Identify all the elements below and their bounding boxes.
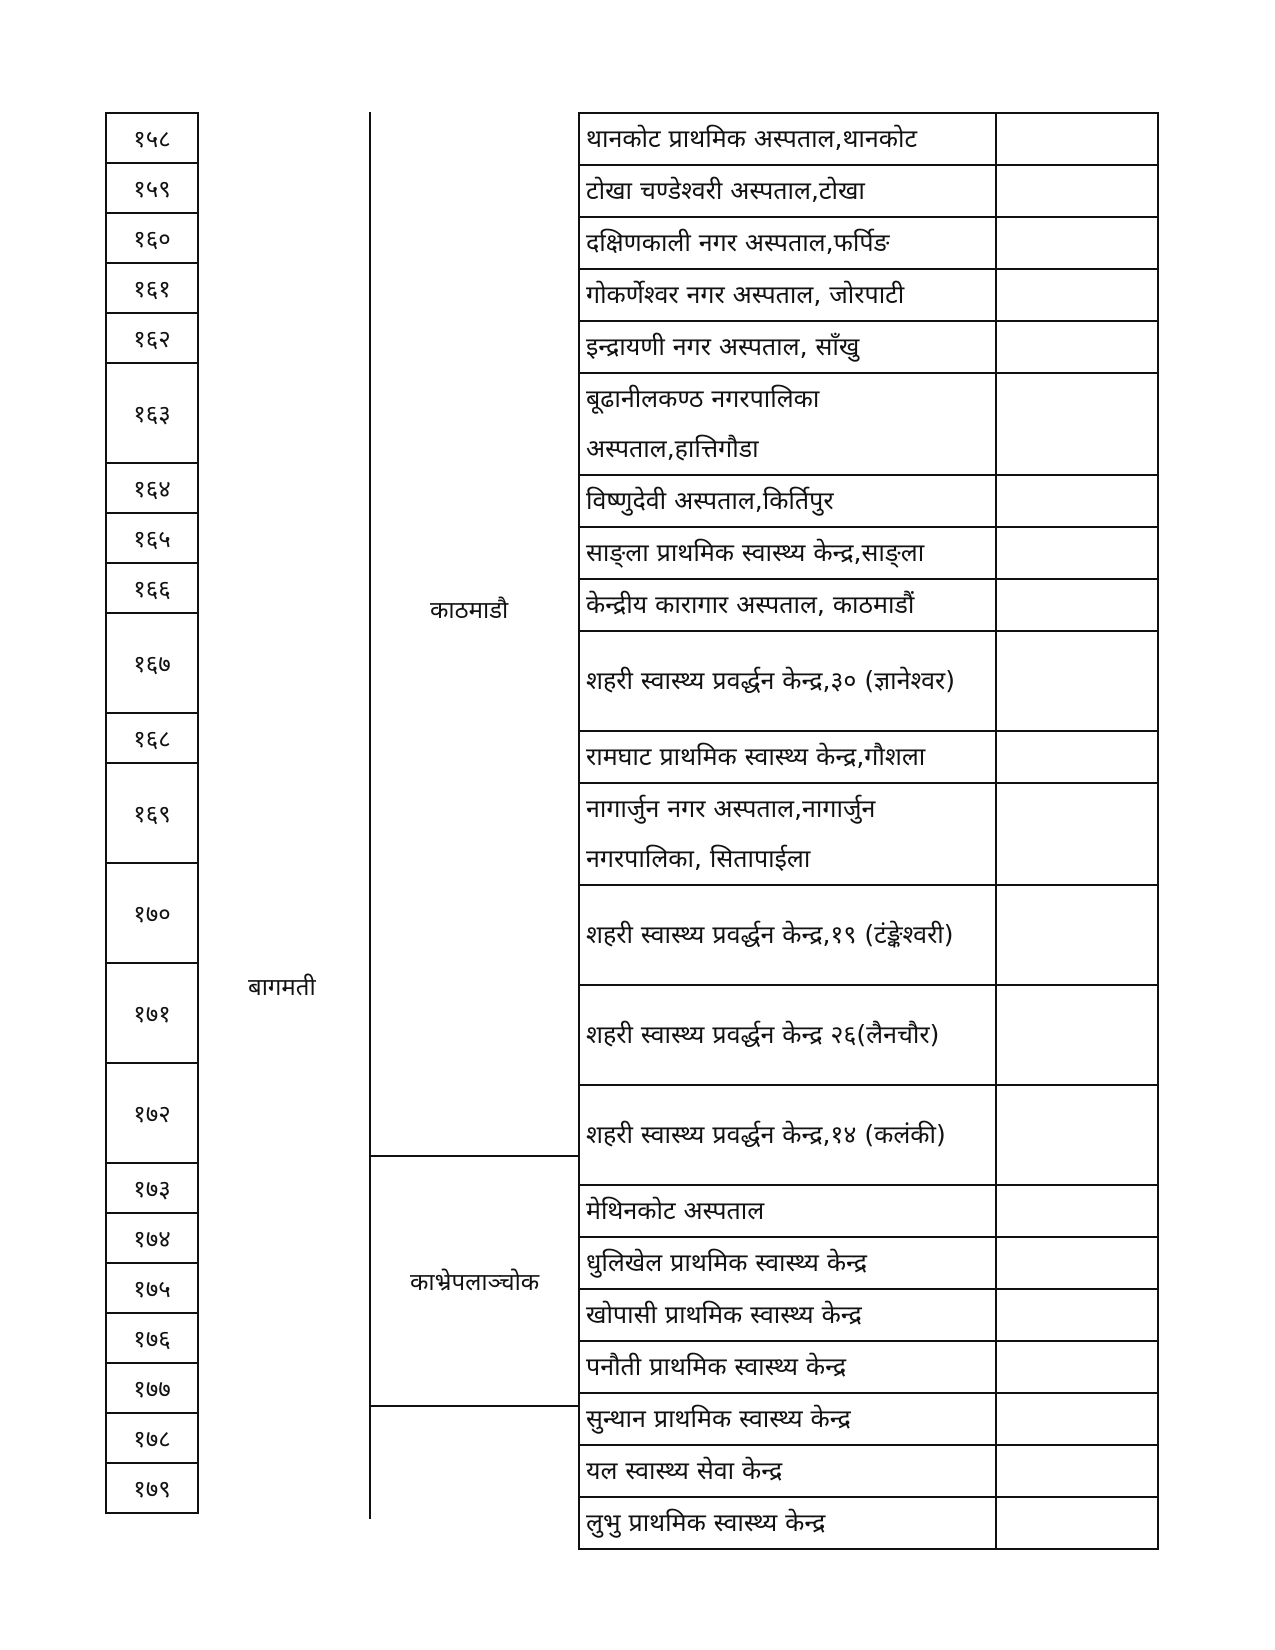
serial-number: १५९	[106, 163, 198, 213]
district-label-kavrepalanchok: काभ्रेपलाञ्चोक	[410, 1268, 540, 1296]
empty-cell	[996, 1237, 1158, 1289]
province-label: बागमती	[248, 973, 316, 1001]
serial-number: १६२	[106, 313, 198, 363]
facility-name: इन्द्रायणी नगर अस्पताल, साँखु	[579, 321, 996, 373]
facility-name: शहरी स्वास्थ्य प्रवर्द्धन केन्द्र २६(लैनचौर)	[579, 985, 996, 1085]
facility-name: धुलिखेल प्राथमिक स्वास्थ्य केन्द्र	[579, 1237, 996, 1289]
serial-number: १६८	[106, 713, 198, 763]
empty-cell	[996, 1341, 1158, 1393]
empty-cell	[996, 217, 1158, 269]
serial-number: १७९	[106, 1463, 198, 1513]
district-row-divider	[369, 1155, 579, 1157]
facility-name: गोकर्णेश्वर नगर अस्पताल, जोरपाटी	[579, 269, 996, 321]
empty-cell	[996, 985, 1158, 1085]
facility-name: मेथिनकोट अस्पताल	[579, 1185, 996, 1237]
facility-name: सुन्थान प्राथमिक स्वास्थ्य केन्द्र	[579, 1393, 996, 1445]
district-label-kathmandu: काठमाडौ	[430, 596, 509, 624]
serial-number: १६७	[106, 613, 198, 713]
serial-number: १७४	[106, 1213, 198, 1263]
serial-number: १७८	[106, 1413, 198, 1463]
serial-number: १७०	[106, 863, 198, 963]
facility-table	[578, 112, 1159, 1550]
empty-cell	[996, 113, 1158, 165]
empty-cell	[996, 527, 1158, 579]
serial-number: १७७	[106, 1363, 198, 1413]
empty-cell	[996, 475, 1158, 527]
empty-cell	[996, 269, 1158, 321]
empty-cell	[996, 731, 1158, 783]
serial-number: १६३	[106, 363, 198, 463]
serial-number: १७६	[106, 1313, 198, 1363]
facility-name: टोखा चण्डेश्वरी अस्पताल,टोखा	[579, 165, 996, 217]
facility-name: साङ्ला प्राथमिक स्वास्थ्य केन्द्र,साङ्ला	[579, 527, 996, 579]
empty-cell	[996, 885, 1158, 985]
empty-cell	[996, 1393, 1158, 1445]
facility-name: शहरी स्वास्थ्य प्रवर्द्धन केन्द्र,१९ (टंङ्केश्वरी)	[579, 885, 996, 985]
serial-number: १५८	[106, 113, 198, 163]
serial-number: १६६	[106, 563, 198, 613]
facility-name: पनौती प्राथमिक स्वास्थ्य केन्द्र	[579, 1341, 996, 1393]
district-column-divider	[369, 112, 371, 1519]
serial-number: १७५	[106, 1263, 198, 1313]
empty-cell	[996, 1497, 1158, 1549]
facility-name: खोपासी प्राथमिक स्वास्थ्य केन्द्र	[579, 1289, 996, 1341]
serial-number: १६१	[106, 263, 198, 313]
facility-name: विष्णुदेवी अस्पताल,किर्तिपुर	[579, 475, 996, 527]
empty-cell	[996, 321, 1158, 373]
empty-cell	[996, 1085, 1158, 1185]
empty-cell	[996, 579, 1158, 631]
facility-name: बूढानीलकण्ठ नगरपालिका अस्पताल,हात्तिगौडा	[579, 373, 996, 475]
serial-number: १७१	[106, 963, 198, 1063]
facility-name: शहरी स्वास्थ्य प्रवर्द्धन केन्द्र,१४ (कलंकी)	[579, 1085, 996, 1185]
empty-cell	[996, 1445, 1158, 1497]
facility-name: केन्द्रीय कारागार अस्पताल, काठमाडौं	[579, 579, 996, 631]
facility-name: रामघाट प्राथमिक स्वास्थ्य केन्द्र,गौशला	[579, 731, 996, 783]
empty-cell	[996, 783, 1158, 885]
serial-number: १६५	[106, 513, 198, 563]
empty-cell	[996, 165, 1158, 217]
empty-cell	[996, 1289, 1158, 1341]
empty-cell	[996, 373, 1158, 475]
facility-name: नागार्जुन नगर अस्पताल,नागार्जुन नगरपालिका, सितापाईला	[579, 783, 996, 885]
serial-number: १६४	[106, 463, 198, 513]
serial-number: १७३	[106, 1163, 198, 1213]
facility-name: लुभु प्राथमिक स्वास्थ्य केन्द्र	[579, 1497, 996, 1549]
facility-name: यल स्वास्थ्य सेवा केन्द्र	[579, 1445, 996, 1497]
serial-number: १६९	[106, 763, 198, 863]
empty-cell	[996, 631, 1158, 731]
empty-cell	[996, 1185, 1158, 1237]
district-row-divider	[369, 1405, 579, 1407]
facility-name: दक्षिणकाली नगर अस्पताल,फर्पिङ	[579, 217, 996, 269]
serial-number: १६०	[106, 213, 198, 263]
facility-name: थानकोट प्राथमिक अस्पताल,थानकोट	[579, 113, 996, 165]
serial-number-column	[105, 112, 199, 1514]
serial-number: १७२	[106, 1063, 198, 1163]
facility-name: शहरी स्वास्थ्य प्रवर्द्धन केन्द्र,३० (ज्ञानेश्वर)	[579, 631, 996, 731]
